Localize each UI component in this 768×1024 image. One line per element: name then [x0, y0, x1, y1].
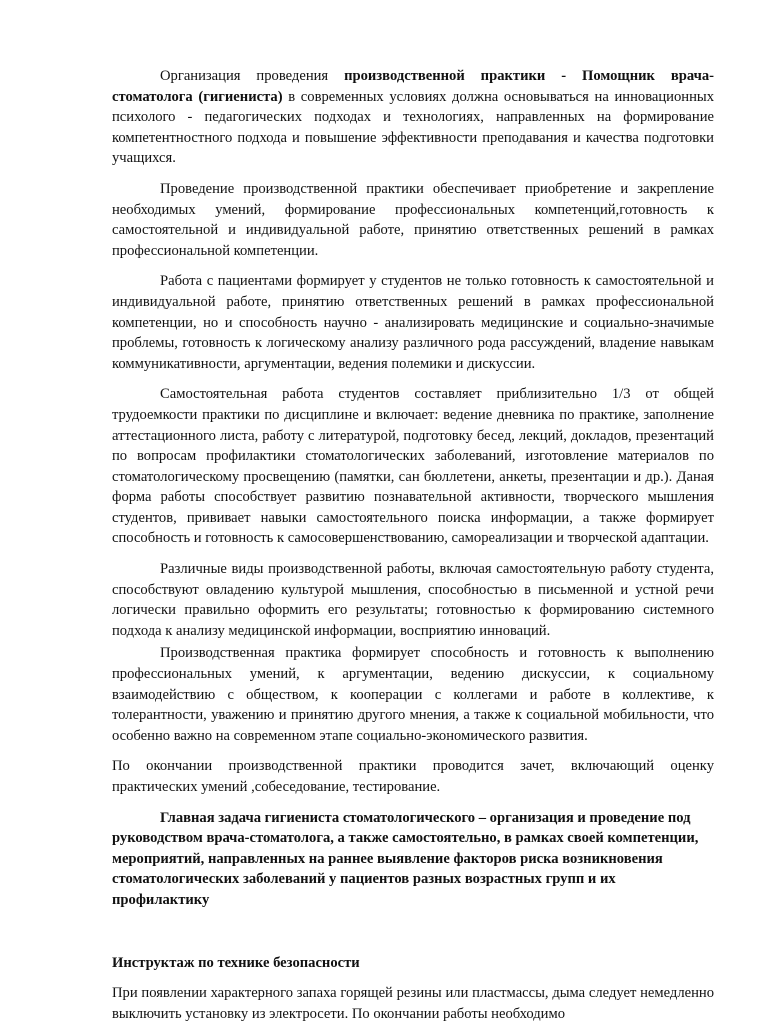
- paragraph-safety-instructions: При появлении характерного запаха горящей резины или пластмассы, дыма следует немедленно выключить установку из электросети. По окончании работы необходимо: [112, 985, 714, 1022]
- paragraph-intro: Организация проведения производственной практики - Помощник врача-стоматолога (гигиениста) в современных условиях должна основываться на инновационных психолого - педагогических подходах и технологиях, направленных на формирование компетентностного подхода и повышение эффективности преподавания и качества подготовки учащихся.: [112, 68, 715, 167]
- paragraph-patient-work: Работа с пациентами формирует у студентов не только готовность к самостоятельной и индивидуальной работе, принятию ответственных решений в рамках профессиональной компетенции, но и способность научно - анализировать медицинские и социально-значимые проблемы, готовность к логическому анализу различного рода рассуждений, владение навыкам коммуникативности, аргументации, ведения полемики и дискуссии.: [112, 273, 714, 372]
- document-body: [112, 66, 714, 1024]
- paragraph-independent-work: Самостоятельная работа студентов составляет приблизительно 1/3 от общей трудоемкости практики по дисциплине и включает: ведение дневника по практике, заполнение аттестационного листа, работу с литературой, подготовку бесед, лекций, докладов, презентаций по вопросам профилактики стоматологических заболеваний, изготовление материалов по стоматологическому просвещению (памятки, сан бюллетени, анкеты, презентации и др.). Даная форма работы способствует развитию познавательной активности, творческого мышления студентов, прививает навыки самостоятельного поиска информации, а также формирует способность и готовность к самосовершенствованию, самореализации и творческой адаптации.: [112, 386, 714, 547]
- practice-title: производственной практики - Помощник врача-стоматолога (гигиениста): [112, 68, 714, 105]
- paragraph-practice-benefits: Проведение производственной практики обеспечивает приобретение и закрепление необходимых умений, формирование профессиональных компетенций,готовность к самостоятельной и индивидуальной работе, принятию ответственных решений в рамках профессиональной компетенции.: [112, 180, 714, 259]
- paragraph-assessment: По окончании производственной практики проводится зачет, включающий оценку практических умений ,собеседование, тестирование.: [112, 758, 714, 795]
- section-heading-safety: Инструктаж по технике безопасности: [112, 954, 360, 971]
- paragraph-main-task: Главная задача гигиениста стоматологического – организация и проведение под руководством врача-стоматолога, а также самостоятельно, в рамках своей компетенции, мероприятий, направленных на раннее выявление факторов риска возникновения стоматологических заболеваний у пациентов разных возрастных групп и их профилактику: [112, 809, 699, 908]
- paragraph-competencies: Производственная практика формирует способность и готовность к выполнению профессиональных умений, к аргументации, ведению дискуссии, к социальному взаимодействию с обществом, к кооперации с коллегами и работе в коллективе, к толерантности, уважению и принятию другого мнения, а также к социальной мобильности, что особенно важно на современном этапе социально-экономического развития.: [112, 645, 714, 744]
- paragraph-work-types: Различные виды производственной работы, включая самостоятельную работу студента, способствуют овладению культурой мышления, способностью в письменной и устной речи логически правильно оформить его результаты; готовностью к формированию системного подхода к анализу медицинской информации, восприятию инноваций.: [112, 561, 714, 639]
